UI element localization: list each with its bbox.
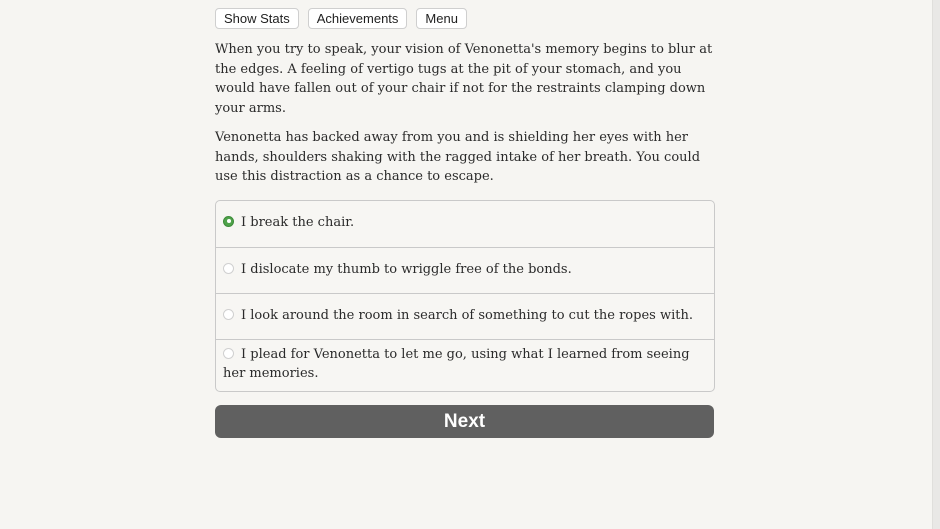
choice-option-1[interactable] <box>216 201 714 247</box>
game-container <box>215 8 715 438</box>
story-paragraph-1: When you try to speak, your vision of Venonetta's memory begins to blur at the edges. A feeling of vertigo tugs at the pit of your stomach, and you would have fallen out of your chair if not for the restraints clamping down your arms. <box>215 42 713 116</box>
achievements-button[interactable]: Achievements <box>308 8 408 29</box>
scrollbar-track[interactable] <box>932 0 940 529</box>
choice-label: I plead for Venonetta to let me go, using what I learned from seeing her memories. <box>223 346 690 381</box>
show-stats-button[interactable]: Show Stats <box>215 8 299 29</box>
choice-list <box>215 200 715 392</box>
story-paragraph-2: Venonetta has backed away from you and is shielding her eyes with her hands, shoulders shaking with the ragged intake of her breath. You could use this distraction as a chance to escape. <box>215 130 701 184</box>
radio-icon[interactable] <box>223 348 234 359</box>
choice-label: I look around the room in search of something to cut the ropes with. <box>241 307 693 323</box>
menu-button[interactable]: Menu <box>416 8 467 29</box>
choice-label: I dislocate my thumb to wriggle free of the bonds. <box>241 261 572 277</box>
choice-option-3[interactable] <box>216 293 714 339</box>
choice-option-2[interactable] <box>216 247 714 293</box>
radio-selected-icon[interactable] <box>223 216 234 227</box>
radio-icon[interactable] <box>223 263 234 274</box>
choice-option-4[interactable] <box>216 339 714 391</box>
radio-icon[interactable] <box>223 309 234 320</box>
next-button[interactable]: Next <box>215 405 714 438</box>
toolbar <box>215 8 715 29</box>
choice-label: I break the chair. <box>241 214 355 230</box>
